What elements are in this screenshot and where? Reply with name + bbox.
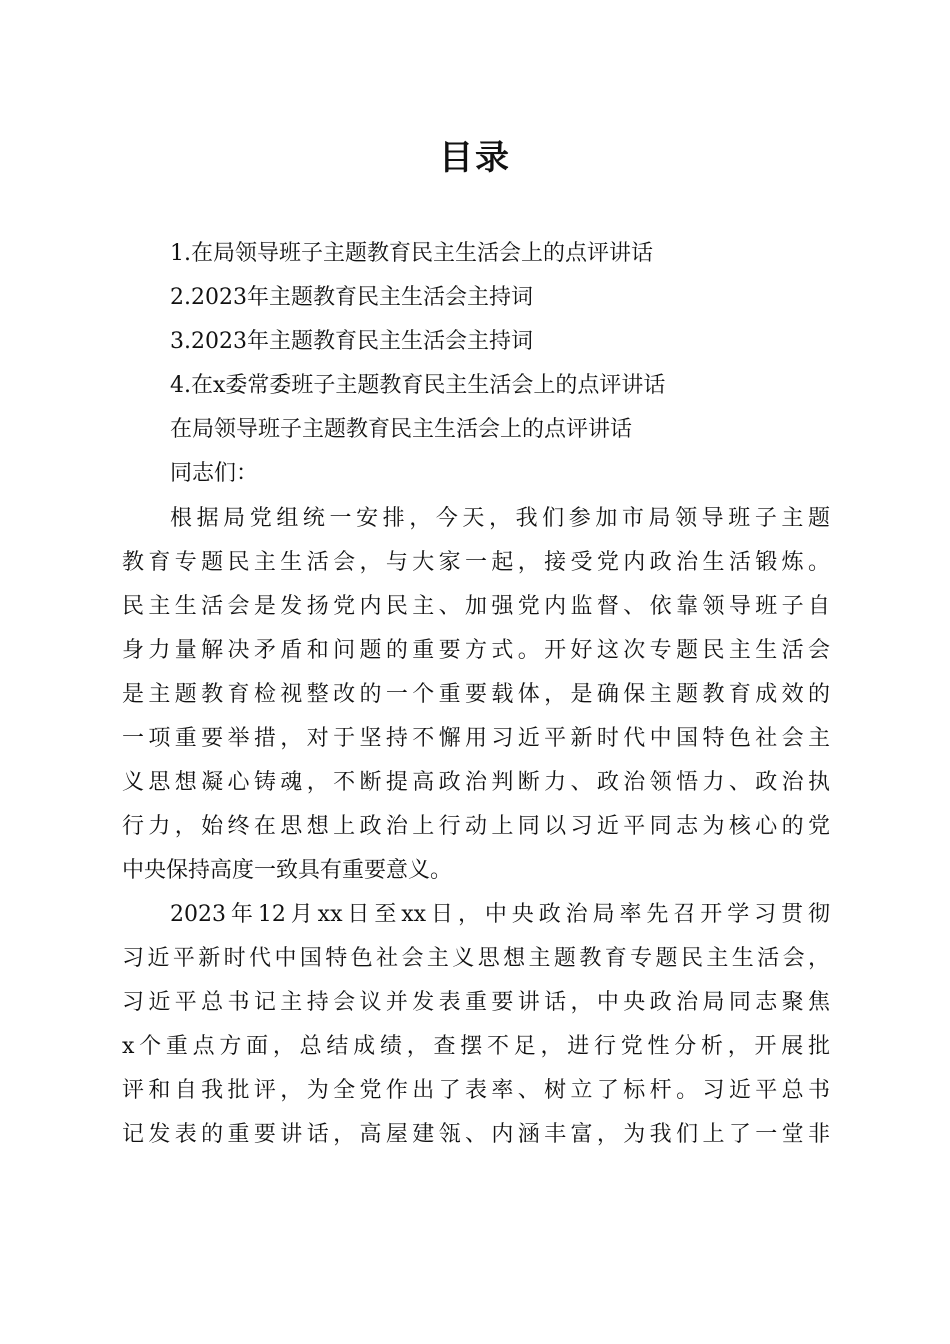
paragraph-line: 教育专题民主生活会，与大家一起，接受党内政治生活锻炼。 (122, 550, 830, 575)
paragraph-line: 义思想凝心铸魂，不断提高政治判断力、政治领悟力、政治执 (122, 770, 830, 795)
paragraph-line: 是主题教育检视整改的一个重要载体，是确保主题教育成效的 (122, 682, 830, 707)
paragraph-line: 一项重要举措，对于坚持不懈用习近平新时代中国特色社会主 (122, 726, 830, 751)
paragraph-line: 行力，始终在思想上政治上行动上同以习近平同志为核心的党 (122, 814, 830, 839)
speech-title: 在局领导班子主题教育民主生活会上的点评讲话 (170, 417, 633, 442)
paragraph-line: x个重点方面，总结成绩，查摆不足，进行党性分析，开展批 (122, 1034, 830, 1059)
toc-item-4: 4.在x委常委班子主题教育民主生活会上的点评讲话 (170, 373, 666, 398)
toc-item-2: 2.2023年主题教育民主生活会主持词 (170, 285, 533, 310)
paragraph-line: 记发表的重要讲话，高屋建瓴、内涵丰富，为我们上了一堂非 (122, 1122, 830, 1147)
paragraph-line: 2023年12月xx日至xx日，中央政治局率先召开学习贯彻 (170, 902, 830, 927)
paragraph-line: 身力量解决矛盾和问题的重要方式。开好这次专题民主生活会 (122, 638, 830, 663)
paragraph-line: 民主生活会是发扬党内民主、加强党内监督、依靠领导班子自 (122, 594, 830, 619)
paragraph-line: 根据局党组统一安排，今天，我们参加市局领导班子主题 (170, 506, 830, 531)
toc-item-1: 1.在局领导班子主题教育民主生活会上的点评讲话 (170, 241, 653, 266)
paragraph-2 (122, 893, 830, 1157)
paragraph-line: 中央保持高度一致具有重要意义。 (122, 858, 453, 883)
paragraph-line: 习近平新时代中国特色社会主义思想主题教育专题民主生活会， (122, 946, 830, 971)
paragraph-line: 习近平总书记主持会议并发表重要讲话，中央政治局同志聚焦 (122, 990, 830, 1015)
paragraph-line: 评和自我批评，为全党作出了表率、树立了标杆。习近平总书 (122, 1078, 830, 1103)
page-title: 目录 (439, 138, 511, 178)
paragraph-1 (122, 497, 830, 893)
greeting: 同志们： (170, 461, 259, 486)
table-of-contents (170, 232, 870, 408)
toc-item-3: 3.2023年主题教育民主生活会主持词 (170, 329, 533, 354)
